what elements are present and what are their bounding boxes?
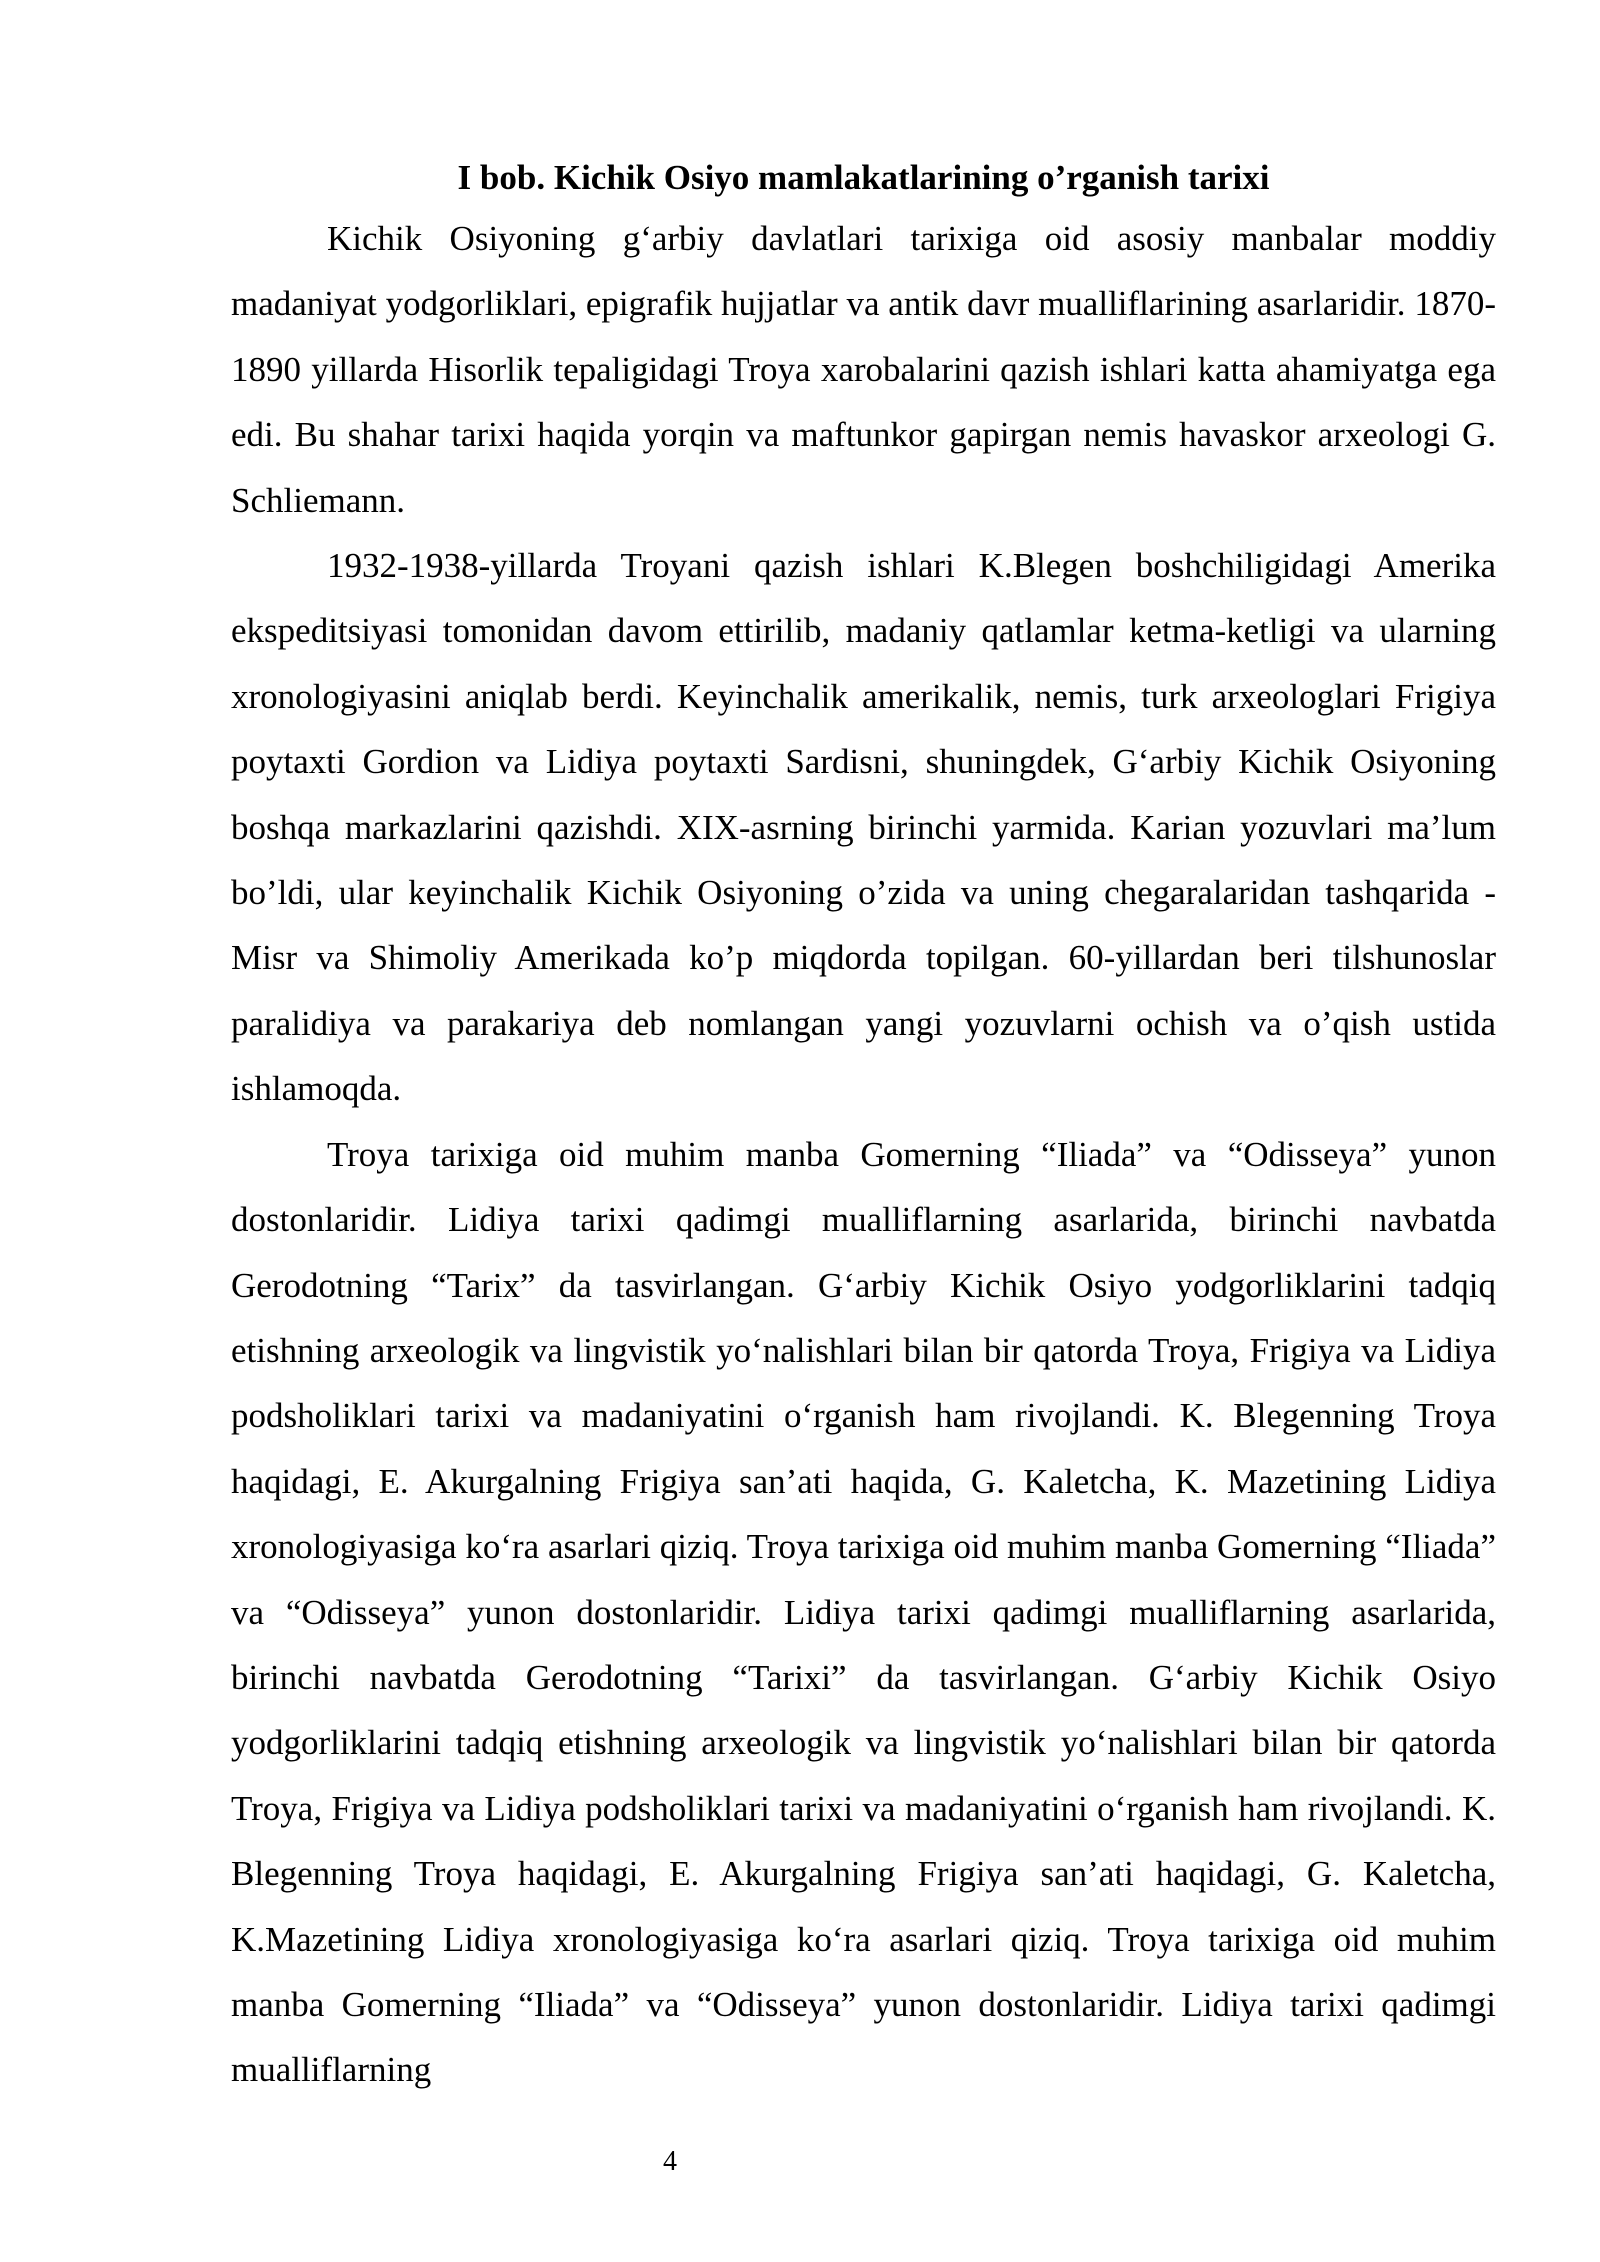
paragraph-3: Troya tarixiga oid muhim manba Gomerning “Iliada” va “Odisseya” yunon dostonlaridir. Lidiya tarixi qadimgi mualliflarning asarlarida, birinchi navbatda Gerodotning “Tarix” da tasvirlangan. G‘arbiy Kichik Osiyo yodgorliklarini tadqiq etishning arxeologik va lingvistik yo‘nalishlari bilan bir qatorda Troya, Frigiya va Lidiya podsholiklari tarixi va madaniyatini o‘rganish ham rivojlandi. K. Blegenning Troya haqidagi, E. Akurgalning Frigiya san’ati haqida, G. Kaletcha, K. Mazetining Lidiya xronologiyasiga ko‘ra asarlari qiziq. Troya tarixiga oid muhim manba Gomerning “Iliada” va “Odisseya” yunon dostonlaridir. Lidiya tarixi qadimgi mualliflarning asarlarida, birinchi navbatda Gerodotning “Tarixi” da tasvirlangan. G‘arbiy Kichik Osiyo yodgorliklarini tadqiq etishning arxeologik va lingvistik yo‘nalishlari bilan bir qatorda Troya, Frigiya va Lidiya podsholiklari tarixi va madaniyatini o‘rganish ham rivojlandi. K. Blegenning Troya haqidagi, E. Akurgalning Frigiya san’ati haqidagi, G. Kaletcha, K.Mazetining Lidiya xronologiyasiga ko‘ra asarlari qiziq. Troya tarixiga oid muhim manba Gomerning “Iliada” va “Odisseya” yunon dostonlaridir. Lidiya tarixi qadimgi mualliflarning xyxy=(231,1134,1496,2090)
chapter-title: I bob. Kichik Osiyo mamlakatlarining o’rganish tarixi xyxy=(457,158,1270,197)
page-number: 4 xyxy=(663,2146,677,2177)
paragraph-1: Kichik Osiyoning g‘arbiy davlatlari tarixiga oid asosiy manbalar moddiy madaniyat yodgorliklari, epigrafik hujjatlar va antik davr mualliflarining asarlaridir. 1870-1890 yillarda Hisorlik tepaligidagi Troya xarobalarini qazish ishlari katta ahamiyatga ega edi. Bu shahar tarixi haqida yorqin va maftunkor gapirgan nemis havaskor arxeologi G. Schliemann. xyxy=(231,219,1496,520)
paragraph-2: 1932-1938-yillarda Troyani qazish ishlari K.Blegen boshchiligidagi Amerika ekspeditsiyasi tomonidan davom ettirilib, madaniy qatlamlar ketma-ketligi va ularning xronologiyasini aniqlab berdi. Keyinchalik amerikalik, nemis, turk arxeologlari Frigiya poytaxti Gordion va Lidiya poytaxti Sardisni, shuningdek, G‘arbiy Kichik Osiyoning boshqa markazlarini qazishdi. XIX-asrning birinchi yarmida. Karian yozuvlari ma’lum bo’ldi, ular keyinchalik Kichik Osiyoning o’zida va uning chegaralaridan tashqarida - Misr va Shimoliy Amerikada ko’p miqdorda topilgan. 60-yillardan beri tilshunoslar paralidiya va parakariya deb nomlangan yangi yozuvlarni ochish va o’qish ustida ishlamoqda. xyxy=(231,546,1496,1109)
page-body xyxy=(231,150,1496,2103)
